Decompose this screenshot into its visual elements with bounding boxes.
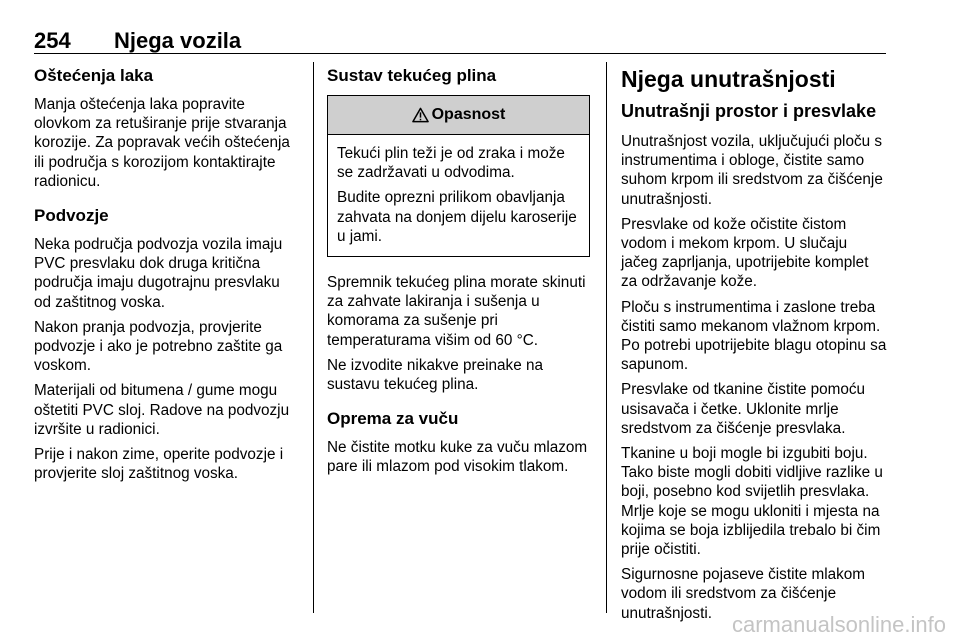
section-title-interior-care: Njega unutrašnjosti [621,66,836,92]
paragraph: Presvlake od tkanine čistite pomoću usisavača i četke. Uklonite mrlje sredstvom za čišćenje presvlaka. [621,381,866,437]
header-rule [34,53,886,54]
paragraph: Unutrašnjost vozila, uključujući ploču s instrumentima i obloge, čistite samo suhom krpom ili sredstvom za čišćenje unutrašnjosti. [621,133,883,208]
paragraph: Sigurnosne pojaseve čistite mlakom vodom ili sredstvom za čišćenje unutrašnjosti. [621,566,866,622]
watermark: carmanualsonline.info [731,612,946,637]
paragraph: Budite oprezni prilikom obavljanja zahvata na donjem dijelu karoserije u jami. [337,189,577,245]
paragraph: Manja oštećenja laka popravite olovkom za retuširanje prije stvaranja korozije. Za popravak većih oštećenja ili područja s korozijom kontaktirajte radionicu. [34,96,290,190]
danger-body [328,135,589,256]
column-3 [621,64,887,629]
paragraph: Tekući plin teži je od zraka i može se zadržavati u odvodima. [337,145,565,182]
column-divider-1 [313,62,314,613]
paragraph: Materijali od bitumena / gume mogu oštetiti PVC sloj. Radove na podvozju izvršite u radionici. [34,382,290,438]
warning-triangle-icon [412,107,429,123]
section-title-paint-damage: Oštećenja laka [34,66,154,85]
paragraph: Neka područja podvozja vozila imaju PVC presvlaku dok druga kritična područja imaju dugotrajnu presvlaku od zaštitnog voska. [34,236,283,311]
page-header [34,28,886,54]
section-title-towing-equipment: Oprema za vuču [327,409,459,429]
paragraph: Ploču s instrumentima i zaslone treba čistiti samo mekanom vlažnom krpom. Po potrebi upotrijebite blagu otopinu sa sapunom. [621,298,887,374]
paragraph: Prije i nakon zime, operite podvozje i provjerite sloj zaštitnog voska. [34,446,284,483]
paragraph: Ne čistite motku kuke za vuču mlazom pare ili mlazom pod visokim tlakom. [327,439,588,476]
paragraph: Ne izvodite nikakve preinake na sustavu tekućeg plina. [327,356,543,394]
column-divider-2 [606,62,607,613]
paragraph: Tkanine u boji mogle bi izgubiti boju. Tako biste mogli dobiti vidljive razlike u boji, posebno kod svijetlih presvlaka. Mrlje koje se mogu ukloniti i mjesta na kojima se boja izblijedila trebalo bi čim prije očistiti. [621,445,883,559]
danger-header [328,96,589,135]
paragraph: Nakon pranja podvozja, provjerite podvozje i ako je potrebno zaštite ga voskom. [34,318,283,375]
paragraph: Spremnik tekućeg plina morate skinuti za zahvate lakiranja i sušenja u komorama za sušenje pri temperaturama višim od 60 °C. [327,274,586,349]
paragraph: Presvlake od kože očistite čistom vodom i mekom krpom. U slučaju jačeg zaprljanja, upotrijebite komplet za održavanje kože. [621,215,869,291]
section-title-lpg-system: Sustav tekućeg plina [327,66,497,85]
danger-box [327,95,590,257]
page-number: 254 [34,28,71,53]
chapter-title: Njega vozila [114,28,242,53]
section-title-underbody: Podvozje [34,206,109,226]
danger-label: Opasnost [431,106,506,123]
subsection-title-interior-upholstery: Unutrašnji prostor i presvlake [621,101,877,121]
column-1 [34,64,300,489]
column-2 [327,64,590,483]
